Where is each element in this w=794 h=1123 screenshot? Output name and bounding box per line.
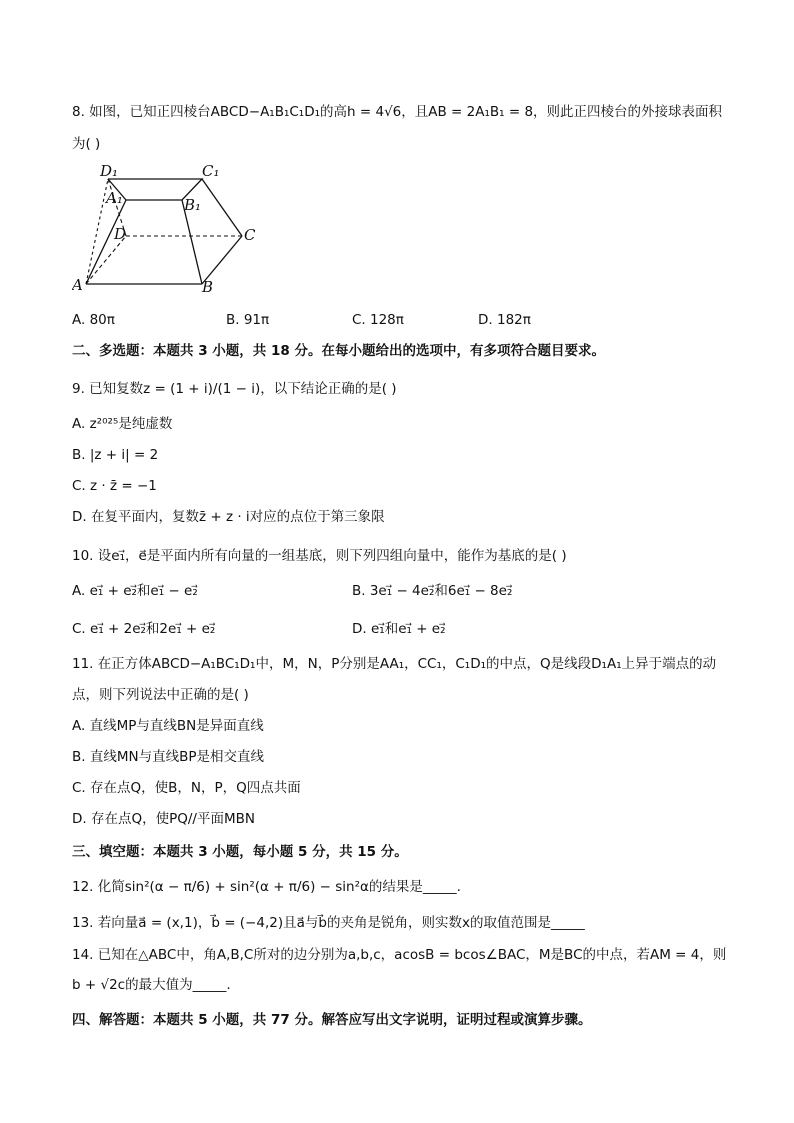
label-C: C [244, 226, 256, 244]
q11-stem-line2: 点，则下列说法中正确的是( ) [72, 687, 249, 703]
section-4-heading: 四、解答题：本题共 5 小题，共 77 分。解答应写出文字说明，证明过程或演算步骤。 [72, 1012, 592, 1028]
q8-option-c: C. 128π [352, 312, 404, 328]
q11-stem-line1: 11. 在正方体ABCD−A₁BC₁D₁中，M，N，P分别是AA₁，CC₁，C₁D₁的中点，Q是线段D₁A₁上异于端点的动 [72, 656, 717, 672]
label-B: B [202, 278, 214, 296]
label-B1: B₁ [184, 196, 202, 214]
label-D1: D₁ [100, 162, 119, 180]
q9-option-b: B. |z + i| = 2 [72, 447, 159, 463]
q11-option-b: B. 直线MN与直线BP是相交直线 [72, 749, 264, 765]
q10-stem: 10. 设e₁⃗，e⃗是平面内所有向量的一组基底，则下列四组向量中，能作为基底的是( ) [72, 548, 567, 564]
edge-C1C [202, 179, 242, 236]
label-C1: C₁ [202, 162, 220, 180]
q11-option-d: D. 存在点Q，使PQ//平面MBN [72, 811, 255, 827]
section-3-heading: 三、填空题：本题共 3 小题，每小题 5 分，共 15 分。 [72, 844, 408, 860]
q8-option-a: A. 80π [72, 312, 115, 328]
q9-option-d: D. 在复平面内，复数z̄ + z · i对应的点位于第三象限 [72, 509, 385, 525]
section-2-heading: 二、多选题：本题共 3 小题，共 18 分。在每小题给出的选项中，有多项符合题目要求。 [72, 343, 605, 359]
q11-option-a: A. 直线MP与直线BN是异面直线 [72, 718, 264, 734]
q10-option-a: A. e₁⃗ + e₂⃗和e₁⃗ − e₂⃗ [72, 583, 198, 599]
q14-stem-line2: b + √2c的最大值为_____. [72, 977, 231, 993]
q10-option-d: D. e₁⃗和e₁⃗ + e₂⃗ [352, 621, 446, 637]
label-D: D [114, 225, 127, 243]
q9-option-a: A. z²⁰²⁵是纯虚数 [72, 416, 173, 432]
q12-stem: 12. 化简sin²(α − π/6) + sin²(α + π/6) − sin²α的结果是_____. [72, 879, 461, 895]
edge-BC [202, 236, 242, 284]
q8-option-b: B. 91π [226, 312, 270, 328]
q10-option-c: C. e₁⃗ + 2e₂⃗和2e₁⃗ + e₂⃗ [72, 621, 216, 637]
q8-option-d: D. 182π [478, 312, 531, 328]
q9-stem: 9. 已知复数z = (1 + i)/(1 − i)，以下结论正确的是( ) [72, 381, 397, 397]
diagonal-AD1-hidden [86, 179, 108, 284]
q8-stem-line2: 为( ) [72, 136, 101, 152]
q11-option-c: C. 存在点Q，使B，N，P，Q四点共面 [72, 780, 301, 796]
q8-stem-line1: 8. 如图，已知正四棱台ABCD−A₁B₁C₁D₁的高h = 4√6，且AB = 2A₁B₁ = 8，则此正四棱台的外接球表面积 [72, 104, 723, 120]
q13-stem: 13. 若向量a⃗ = (x,1)，b⃗ = (−4,2)且a⃗与b⃗的夹角是锐角，则实数x的取值范围是_____ [72, 915, 585, 931]
label-A1: A₁ [106, 189, 123, 207]
q9-option-c: C. z · z̄ = −1 [72, 478, 157, 494]
label-A: A [72, 276, 83, 294]
q14-stem-line1: 14. 已知在△ABC中，角A,B,C所对的边分别为a,b,c，acosB = bcos∠BAC，M是BC的中点，若AM = 4，则 [72, 947, 727, 963]
frustum-figure [72, 160, 272, 300]
q10-option-b: B. 3e₁⃗ − 4e₂⃗和6e₁⃗ − 8e₂⃗ [352, 583, 513, 599]
